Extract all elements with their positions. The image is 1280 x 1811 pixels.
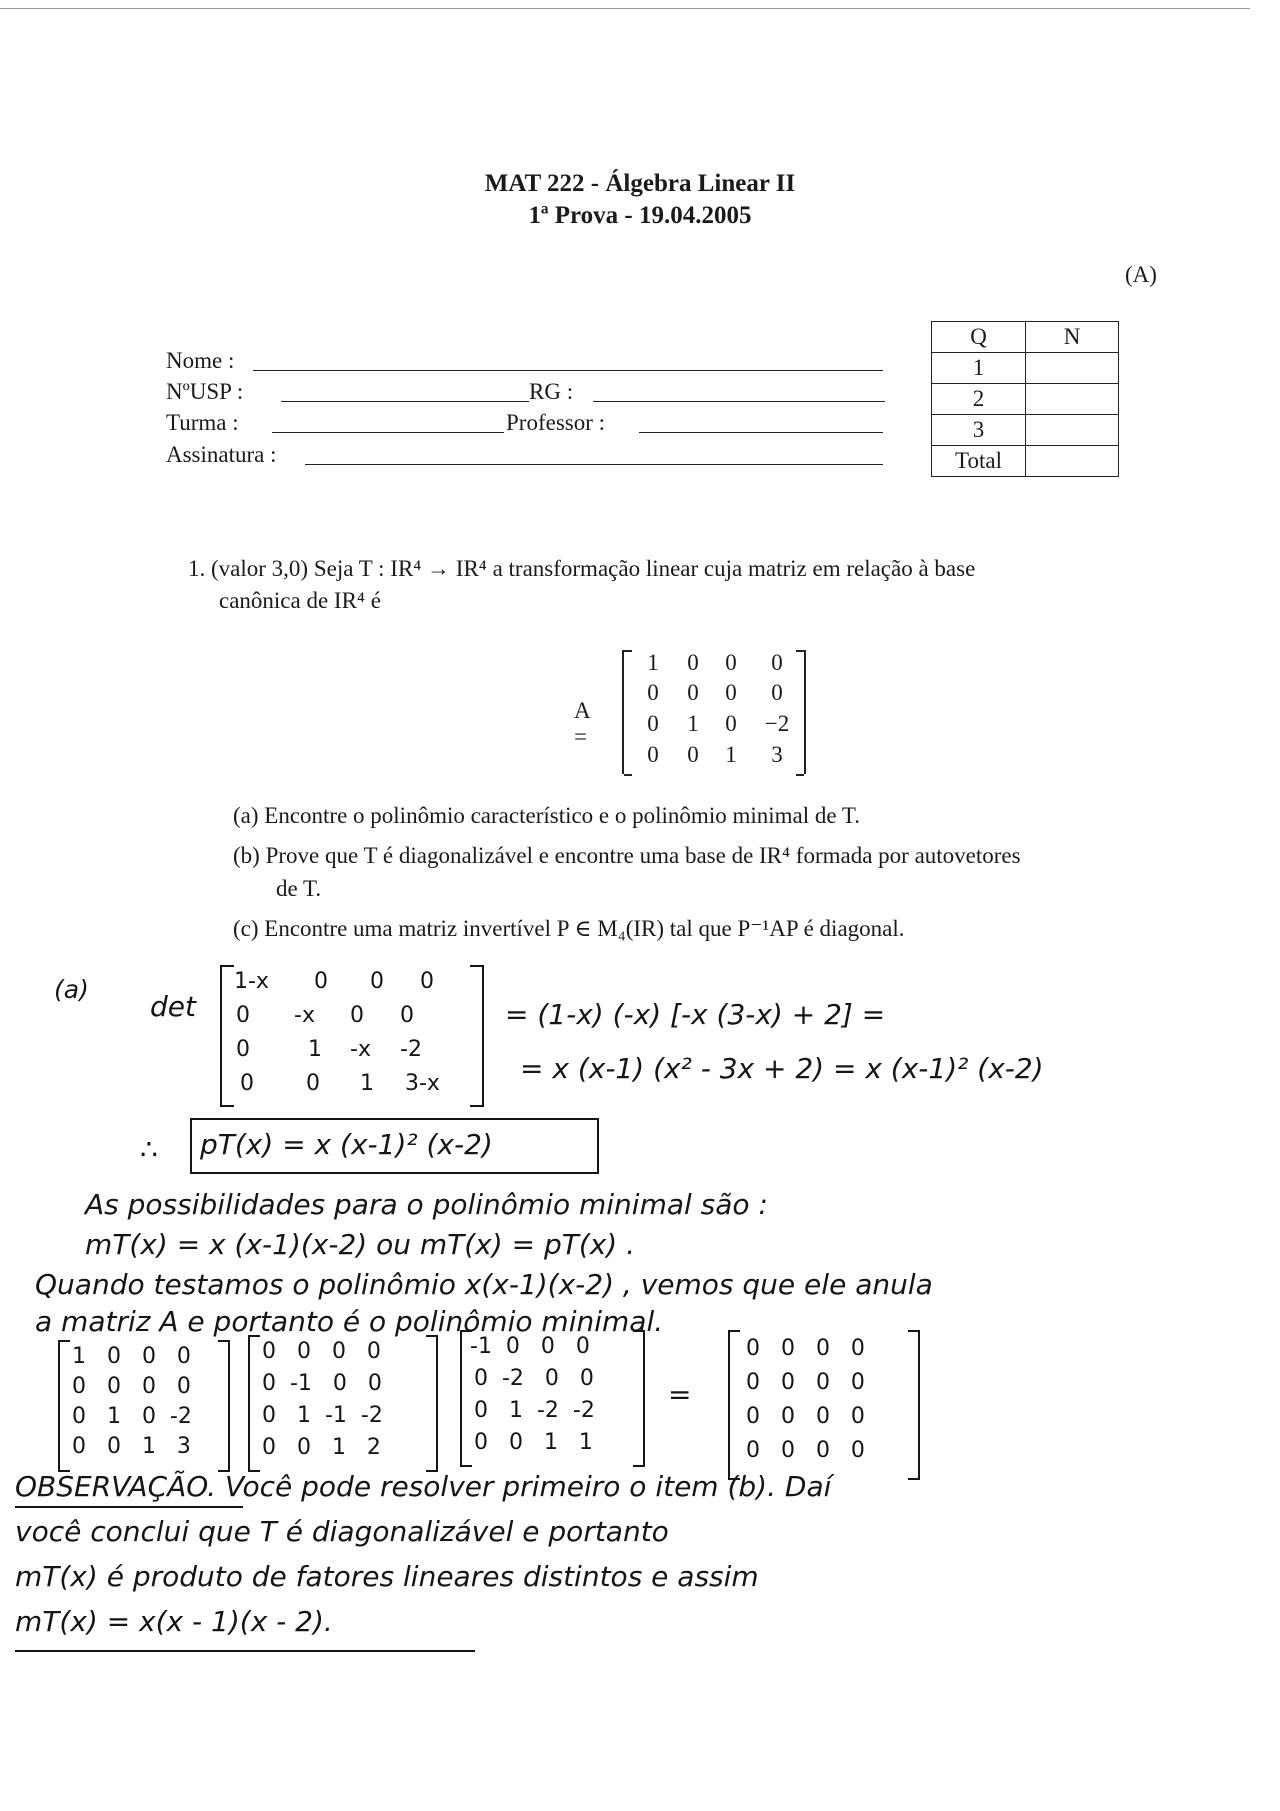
grade-cell[interactable] (1026, 353, 1119, 384)
hw-cell: 1-x (234, 969, 269, 994)
matrix-a-brackets (622, 650, 806, 774)
q1-intro-1: 1. (valor 3,0) Seja T : IR⁴ → IR⁴ a transformação linear cuja matriz em relação à base (188, 556, 976, 581)
hw-cell: 0 (350, 1003, 364, 1028)
hw-matrix-row: 0 0 0 0 (72, 1374, 191, 1399)
hw-obs-1: OBSERVAÇÃO. Você pode resolver primeiro o item (b). Daí (15, 1470, 832, 1503)
hw-matrix-row: 0 -1 0 0 (262, 1371, 382, 1396)
q1-part-a: (a) Encontre o polinômio característico e o polinômio minimal de T. (233, 803, 860, 828)
matrix-cell: 3 (771, 742, 783, 767)
hw-cell: 0 (370, 969, 384, 994)
grade-row-label: 3 (932, 415, 1026, 446)
hw-cell: -x (294, 1003, 315, 1028)
grade-row-label: 1 (932, 353, 1026, 384)
matrix-cell: 0 (725, 650, 737, 675)
professor-field[interactable] (639, 432, 883, 433)
bracket-left (58, 1340, 70, 1472)
q1-part-c: (c) Encontre uma matriz invertível P ∈ M₄(IR) tal que P⁻¹AP é diagonal. (233, 916, 905, 941)
hw-matrix-row: 0 0 0 0 (746, 1438, 865, 1463)
hw-line-4: a matriz A e portanto é o polinômio minimal. (35, 1305, 664, 1338)
hw-matrix-row: 0 1 0 -2 (72, 1404, 192, 1429)
bracket-right (426, 1335, 438, 1472)
matrix-cell: 0 (647, 680, 659, 705)
matrix-cell: 0 (725, 711, 737, 736)
hw-therefore: ∴ (140, 1133, 158, 1166)
bracket-right (218, 1340, 230, 1472)
hw-matrix-4 (728, 1330, 920, 1478)
hw-cell: 0 (306, 1071, 320, 1096)
q1-intro-2: canônica de IR⁴ é (219, 588, 381, 613)
nusp-field[interactable] (281, 401, 529, 402)
bracket-right (470, 965, 484, 1107)
bracket-left (728, 1330, 740, 1480)
hw-line-3: Quando testamos o polinômio x(x-1)(x-2) , vemos que ele anula (35, 1268, 933, 1301)
bracket-right (908, 1330, 920, 1480)
grade-table (931, 321, 1119, 477)
hw-matrix-row: 0 0 0 0 (746, 1404, 865, 1429)
matrix-cell: 0 (647, 742, 659, 767)
hw-matrix-3 (460, 1330, 645, 1465)
hw-matrix-row: 0 0 0 0 (262, 1339, 381, 1364)
hw-matrix-row: 0 0 1 1 (474, 1430, 593, 1455)
hw-matrix-2 (248, 1335, 438, 1470)
bracket-left (220, 965, 234, 1107)
q1-part-b-1: (b) Prove que T é diagonalizável e encontre uma base de IR⁴ formada por autovetores (233, 843, 1021, 868)
grade-cell[interactable] (1026, 415, 1119, 446)
professor-label: Professor : (506, 410, 606, 435)
course-title: MAT 222 - Álgebra Linear II (484, 170, 796, 197)
bracket-right (633, 1330, 645, 1467)
matrix-cell: 1 (725, 742, 737, 767)
exam-version: (A) (1125, 262, 1157, 287)
rg-label: RG : (529, 379, 574, 404)
bracket-left (248, 1335, 260, 1472)
hw-obs-underline (15, 1506, 243, 1508)
matrix-cell: 0 (687, 650, 699, 675)
grade-header-n: N (1026, 322, 1119, 353)
hw-obs-2: você conclui que T é diagonalizável e portanto (15, 1515, 669, 1548)
hw-cell: -2 (400, 1037, 422, 1062)
hw-matrix-row: 0 1 -1 -2 (262, 1403, 383, 1428)
matrix-a-label: A = (574, 698, 590, 749)
hw-obs-4: mT(x) = x(x - 1)(x - 2). (15, 1605, 333, 1638)
assinatura-field[interactable] (305, 464, 883, 465)
nome-label: Nome : (166, 348, 235, 373)
grade-header-q: Q (932, 322, 1026, 353)
hw-matrix-row: 0 0 1 3 (72, 1434, 191, 1459)
nome-field[interactable] (253, 370, 883, 371)
hw-eq-1: = (1-x) (-x) [-x (3-x) + 2] = (505, 998, 886, 1031)
hw-matrix-row: 0 -2 0 0 (474, 1366, 594, 1391)
hw-cell: 0 (236, 1003, 250, 1028)
hw-obs-3: mT(x) é produto de fatores lineares distintos e assim (15, 1560, 759, 1593)
hw-line-2: mT(x) = x (x-1)(x-2) ou mT(x) = pT(x) . (85, 1228, 636, 1261)
rg-field[interactable] (593, 401, 885, 402)
hw-char-poly: pT(x) = x (x-1)² (x-2) (200, 1128, 493, 1161)
hw-line-1: As possibilidades para o polinômio minimal são : (85, 1188, 768, 1221)
hw-matrix-row: 0 0 0 0 (746, 1336, 865, 1361)
hw-eq-2: = x (x-1) (x² - 3x + 2) = x (x-1)² (x-2) (520, 1052, 1044, 1085)
hw-cell: 3-x (405, 1071, 440, 1096)
hw-equals: = (668, 1378, 692, 1411)
assinatura-label: Assinatura : (166, 442, 277, 467)
hw-cell: 0 (236, 1037, 250, 1062)
hw-cell: 1 (308, 1037, 322, 1062)
top-rule (0, 8, 1250, 9)
hw-matrix-1 (58, 1340, 230, 1470)
hw-matrix-row: 1 0 0 0 (72, 1344, 191, 1369)
hw-cell: 0 (314, 969, 328, 994)
matrix-cell: 0 (687, 680, 699, 705)
grade-row-label: 2 (932, 384, 1026, 415)
matrix-cell: 0 (647, 711, 659, 736)
turma-field[interactable] (272, 432, 504, 433)
grade-cell[interactable] (1026, 446, 1119, 477)
hw-matrix-row: 0 1 -2 -2 (474, 1398, 595, 1423)
turma-label: Turma : (166, 410, 239, 435)
hw-label-a: (a) (54, 975, 89, 1004)
page-title (0, 168, 1280, 232)
matrix-cell: 0 (725, 680, 737, 705)
hw-cell: 1 (360, 1071, 374, 1096)
matrix-cell: 0 (771, 680, 783, 705)
hw-det-matrix (220, 965, 482, 1105)
grade-row-label: Total (932, 446, 1026, 477)
nusp-label: NºUSP : (166, 379, 244, 404)
hw-cell: 0 (400, 1003, 414, 1028)
matrix-cell: 1 (647, 650, 659, 675)
grade-cell[interactable] (1026, 384, 1119, 415)
matrix-cell: −2 (764, 711, 790, 736)
hw-cell: 0 (420, 969, 434, 994)
hw-det: det (150, 990, 196, 1023)
hw-cell: -x (350, 1037, 371, 1062)
exam-title: 1ª Prova - 19.04.2005 (528, 202, 752, 229)
hw-final-underline (15, 1650, 475, 1652)
hw-cell: 0 (240, 1071, 254, 1096)
hw-matrix-row: 0 0 0 0 (746, 1370, 865, 1395)
matrix-cell: 0 (687, 742, 699, 767)
matrix-cell: 1 (687, 711, 699, 736)
hw-matrix-row: -1 0 0 0 (470, 1334, 590, 1359)
q1-part-b-2: de T. (276, 876, 322, 901)
hw-matrix-row: 0 0 1 2 (262, 1435, 381, 1460)
matrix-cell: 0 (771, 650, 783, 675)
